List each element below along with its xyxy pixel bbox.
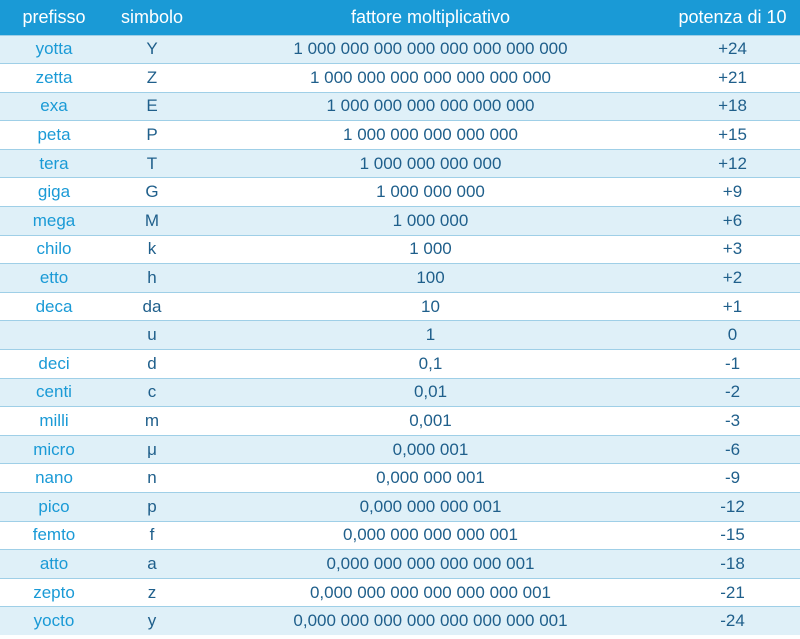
table-row [0, 521, 800, 550]
symbol-cell: d [108, 350, 196, 379]
symbol-cell: Z [108, 64, 196, 93]
table-body [0, 35, 800, 635]
prefix-cell: milli [0, 407, 108, 436]
prefix-cell: zepto [0, 578, 108, 607]
power-cell: +1 [665, 292, 800, 321]
power-cell: -1 [665, 350, 800, 379]
power-cell: +24 [665, 35, 800, 64]
power-cell: +12 [665, 149, 800, 178]
symbol-cell: Y [108, 35, 196, 64]
prefix-cell: centi [0, 378, 108, 407]
prefix-cell: giga [0, 178, 108, 207]
table-header [0, 0, 800, 35]
prefix-cell: yocto [0, 607, 108, 636]
power-cell: -12 [665, 493, 800, 522]
symbol-cell: h [108, 264, 196, 293]
prefix-cell: etto [0, 264, 108, 293]
prefix-cell: micro [0, 435, 108, 464]
prefix-cell: pico [0, 493, 108, 522]
power-cell: -15 [665, 521, 800, 550]
table-row [0, 435, 800, 464]
header-power: potenza di 10 [678, 6, 787, 27]
header-symbol: simbolo [120, 6, 184, 27]
symbol-cell: p [108, 493, 196, 522]
factor-cell: 0,000 000 000 000 000 000 001 [196, 578, 665, 607]
factor-cell: 0,1 [196, 350, 665, 379]
header-factor: fattore moltiplicativo [350, 6, 511, 27]
table-row [0, 235, 800, 264]
factor-cell: 1 000 [196, 235, 665, 264]
symbol-cell: k [108, 235, 196, 264]
table-row [0, 92, 800, 121]
prefix-cell: exa [0, 92, 108, 121]
power-cell: -6 [665, 435, 800, 464]
table-row [0, 35, 800, 64]
symbol-cell: P [108, 121, 196, 150]
factor-cell: 0,000 001 [196, 435, 665, 464]
header-row [0, 0, 800, 35]
factor-cell: 1 000 000 000 000 000 000 [196, 92, 665, 121]
prefix-cell: mega [0, 207, 108, 236]
prefix-cell: deci [0, 350, 108, 379]
factor-cell: 0,001 [196, 407, 665, 436]
factor-cell: 10 [196, 292, 665, 321]
table-row [0, 493, 800, 522]
power-cell: -24 [665, 607, 800, 636]
prefix-cell: femto [0, 521, 108, 550]
power-cell: +21 [665, 64, 800, 93]
prefix-cell: yotta [0, 35, 108, 64]
prefix-cell: deca [0, 292, 108, 321]
power-cell: +9 [665, 178, 800, 207]
factor-cell: 0,000 000 001 [196, 464, 665, 493]
factor-cell: 1 000 000 [196, 207, 665, 236]
factor-cell: 0,000 000 000 000 001 [196, 521, 665, 550]
power-cell: +18 [665, 92, 800, 121]
symbol-cell: μ [108, 435, 196, 464]
factor-cell: 100 [196, 264, 665, 293]
symbol-cell: G [108, 178, 196, 207]
factor-cell: 0,000 000 000 000 000 000 000 001 [196, 607, 665, 636]
factor-cell: 1 000 000 000 000 000 000 000 000 [196, 35, 665, 64]
symbol-cell: a [108, 550, 196, 579]
factor-cell: 0,01 [196, 378, 665, 407]
power-cell: +15 [665, 121, 800, 150]
power-cell: -18 [665, 550, 800, 579]
prefix-cell: tera [0, 149, 108, 178]
table-row [0, 207, 800, 236]
power-cell: 0 [665, 321, 800, 350]
power-cell: +3 [665, 235, 800, 264]
symbol-cell: f [108, 521, 196, 550]
symbol-cell: m [108, 407, 196, 436]
symbol-cell: y [108, 607, 196, 636]
table-row [0, 350, 800, 379]
symbol-cell: c [108, 378, 196, 407]
table-row [0, 121, 800, 150]
factor-cell: 0,000 000 000 000 000 001 [196, 550, 665, 579]
symbol-cell: T [108, 149, 196, 178]
prefix-cell [0, 321, 108, 350]
power-cell: +2 [665, 264, 800, 293]
prefix-cell: nano [0, 464, 108, 493]
table-row [0, 578, 800, 607]
symbol-cell: u [108, 321, 196, 350]
power-cell: +6 [665, 207, 800, 236]
power-cell: -9 [665, 464, 800, 493]
table-row [0, 149, 800, 178]
table-row [0, 292, 800, 321]
symbol-cell: n [108, 464, 196, 493]
prefix-cell: peta [0, 121, 108, 150]
power-cell: -2 [665, 378, 800, 407]
prefix-cell: atto [0, 550, 108, 579]
header-prefix: prefisso [22, 6, 86, 27]
factor-cell: 1 000 000 000 000 [196, 149, 665, 178]
prefix-cell: zetta [0, 64, 108, 93]
table-row [0, 378, 800, 407]
table-row [0, 321, 800, 350]
symbol-cell: E [108, 92, 196, 121]
factor-cell: 1 000 000 000 000 000 000 000 [196, 64, 665, 93]
table-row [0, 464, 800, 493]
power-cell: -21 [665, 578, 800, 607]
symbol-cell: z [108, 578, 196, 607]
prefix-cell: chilo [0, 235, 108, 264]
factor-cell: 0,000 000 000 001 [196, 493, 665, 522]
symbol-cell: da [108, 292, 196, 321]
table-row [0, 178, 800, 207]
symbol-cell: M [108, 207, 196, 236]
table-row [0, 64, 800, 93]
factor-cell: 1 [196, 321, 665, 350]
factor-cell: 1 000 000 000 000 000 [196, 121, 665, 150]
table-row [0, 264, 800, 293]
table-row [0, 407, 800, 436]
power-cell: -3 [665, 407, 800, 436]
table-row [0, 607, 800, 636]
table-row [0, 550, 800, 579]
factor-cell: 1 000 000 000 [196, 178, 665, 207]
